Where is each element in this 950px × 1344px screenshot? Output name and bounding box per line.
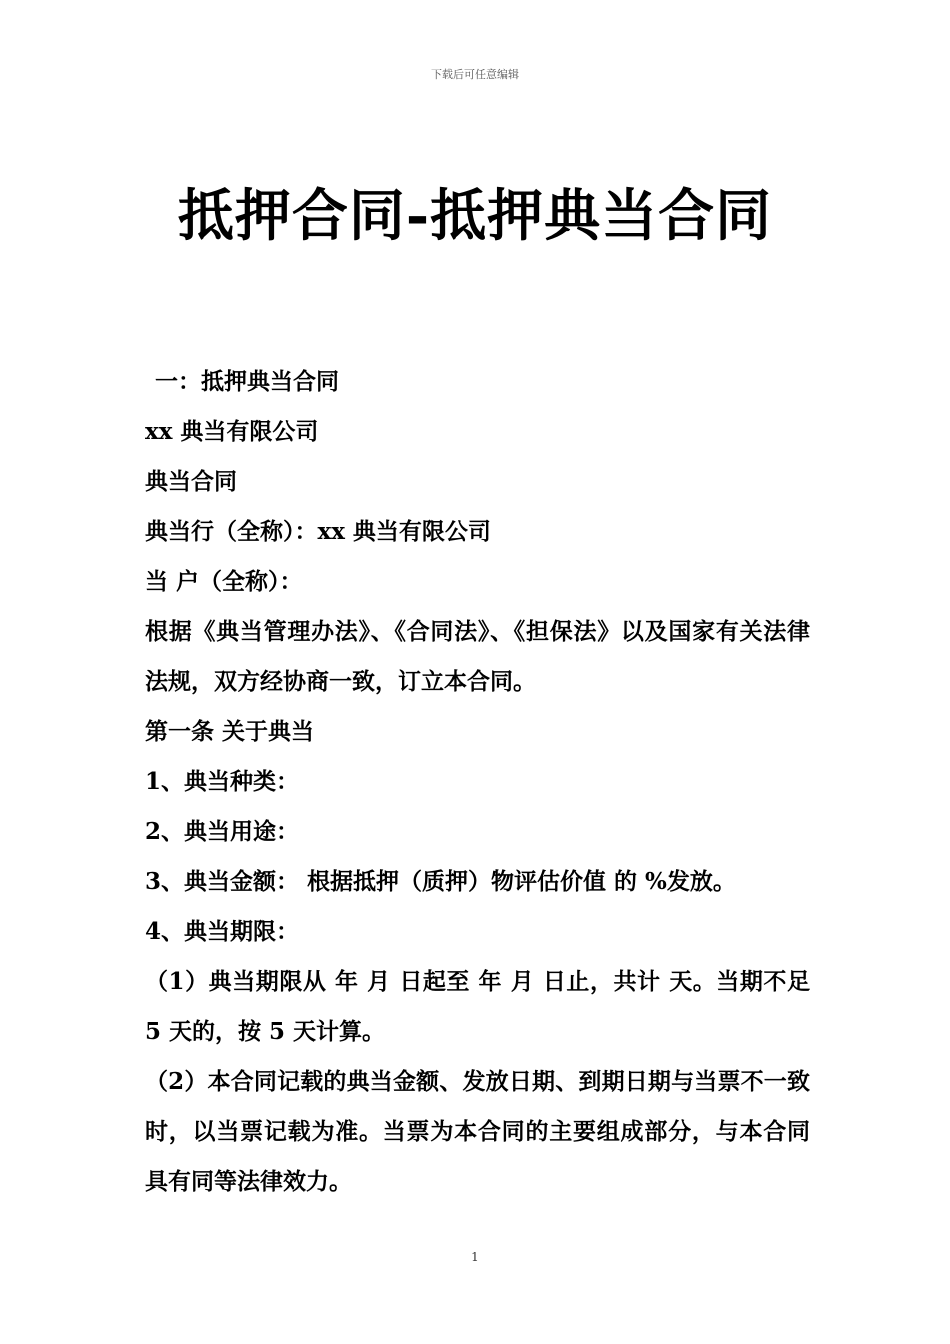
document-body (145, 357, 810, 1207)
term-paragraph-1: （1）典当期限从 年 月 日起至 年 月 日止，共计 天。当期不足 5 天的，按 5 天计算。 (145, 968, 810, 1045)
document-title: 抵押合同-抵押典当合同 (177, 183, 773, 249)
clause-pawn-use: 2、典当用途： (145, 818, 300, 845)
pawner-party: 当 户（全称）： (145, 568, 303, 595)
clause-pawn-amount: 3、典当金额： 根据抵押（质押）物评估价值 的 %发放。 (145, 868, 736, 895)
header-note: 下载后可任意编辑 (431, 68, 519, 81)
term-paragraph-2: （2）本合同记载的典当金额、发放日期、到期日期与当票不一致时，以当票记载为准。当票为本合同的主要组成部分，与本合同具有同等法律效力。 (145, 1068, 810, 1195)
clause-pawn-term: 4、典当期限： (145, 918, 300, 945)
section-heading: 一：抵押典当合同 (155, 368, 339, 395)
contract-name: 典当合同 (145, 468, 237, 495)
article-heading: 第一条 关于典当 (145, 718, 315, 745)
preamble-paragraph: 根据《典当管理办法》、《合同法》、《担保法》以及国家有关法律法规，双方经协商一致，订立本合同。 (145, 618, 810, 695)
pawnshop-party: 典当行（全称）：xx 典当有限公司 (145, 518, 491, 545)
page-number: 1 (471, 1250, 479, 1264)
clause-pawn-type: 1、典当种类： (145, 768, 300, 795)
company-name: xx 典当有限公司 (145, 418, 319, 445)
